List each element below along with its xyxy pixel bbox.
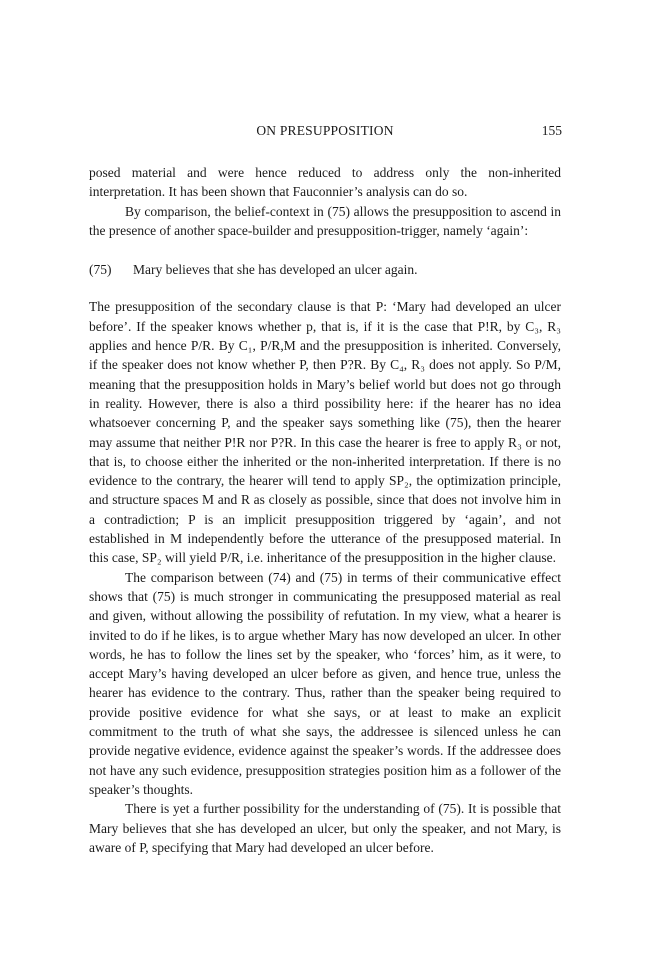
paragraph-belief-context: By comparison, the belief-context in (75) allows the presupposition to ascend in the presence of another space-builder and presupposition-trigger, namely ‘again’: [89, 203, 561, 238]
page-number: 155 [541, 123, 562, 138]
paragraph-secondary-clause: The presupposition of the secondary clause is that P: ‘Mary had developed an ulcer before’. If the speaker knows whether p, that is, if it is the case that P!R, by C₃, R₃ applies and hence P/R. By C₁, P/R,M and the presupposition is inherited. Conversely, if the speaker does not know whether P, then P?R. By C₄, R₃ does not apply. So P/M, meaning that the presupposition holds in Mary’s belief world but does not go through in reality. However, there is also a third possibility here: if the hearer has no idea whatsoever concerning P, and the speaker says something like (75), then the hearer may assume that neither P!R nor P?R. In this case the hearer is free to apply R₃ or not, that is, to choose either the inherited or the non-inherited interpretation. If there is no evidence to the contrary, the hearer will tend to apply SP₂, the optimization principle, and structure spaces M and R as closely as possible, since that does not involve him in a contradiction; P is an implicit presupposition triggered by ‘again’, and not established in M independently before the utterance of the presupposed material. In this case, SP₂ will yield P/R, i.e. inheritance of the presupposition in the higher clause. [89, 299, 561, 566]
paragraph-further-possibility: There is yet a further possibility for the understanding of (75). It is possible that Mary believes that she has developed an ulcer, but only the speaker, and not Mary, is aware of P, specifying that Mary had developed an ulcer before. [89, 801, 561, 855]
paragraph-continuation: posed material and were hence reduced to address only the non-inherited interpretation. It has been shown that Fauconnier’s analysis can do so. [89, 165, 561, 200]
body-text [89, 163, 561, 857]
paragraph-comparison: The comparison between (74) and (75) in terms of their communicative effect shows that (75) is much stronger in communicating the presupposed material as real and given, without allowing the possibility of refutation. In my view, what a hearer is invited to do if he likes, is to argue whether Mary has now developed an ulcer. In other words, he has to follow the lines set by the speaker, who ‘forces’ him, as it were, to accept Mary’s having developed an ulcer before as given, and hence true, unless the hearer has evidence to the contrary. Thus, rather than the speaker being required to provide positive evidence for what she says, or at least to make an explicit commitment to the truth of what she says, the addressee is silenced unless he can provide negative evidence, evidence against the speaker’s words. If the addressee does not have any such evidence, presupposition strategies position him as a follower of the speaker’s thoughts. [89, 569, 561, 797]
running-head [88, 121, 562, 141]
example-sentence: Mary believes that she has developed an ulcer again. [133, 262, 418, 278]
example-75 [89, 260, 561, 279]
example-number: (75) [89, 262, 112, 278]
running-title: ON PRESUPPOSITION [256, 123, 394, 138]
